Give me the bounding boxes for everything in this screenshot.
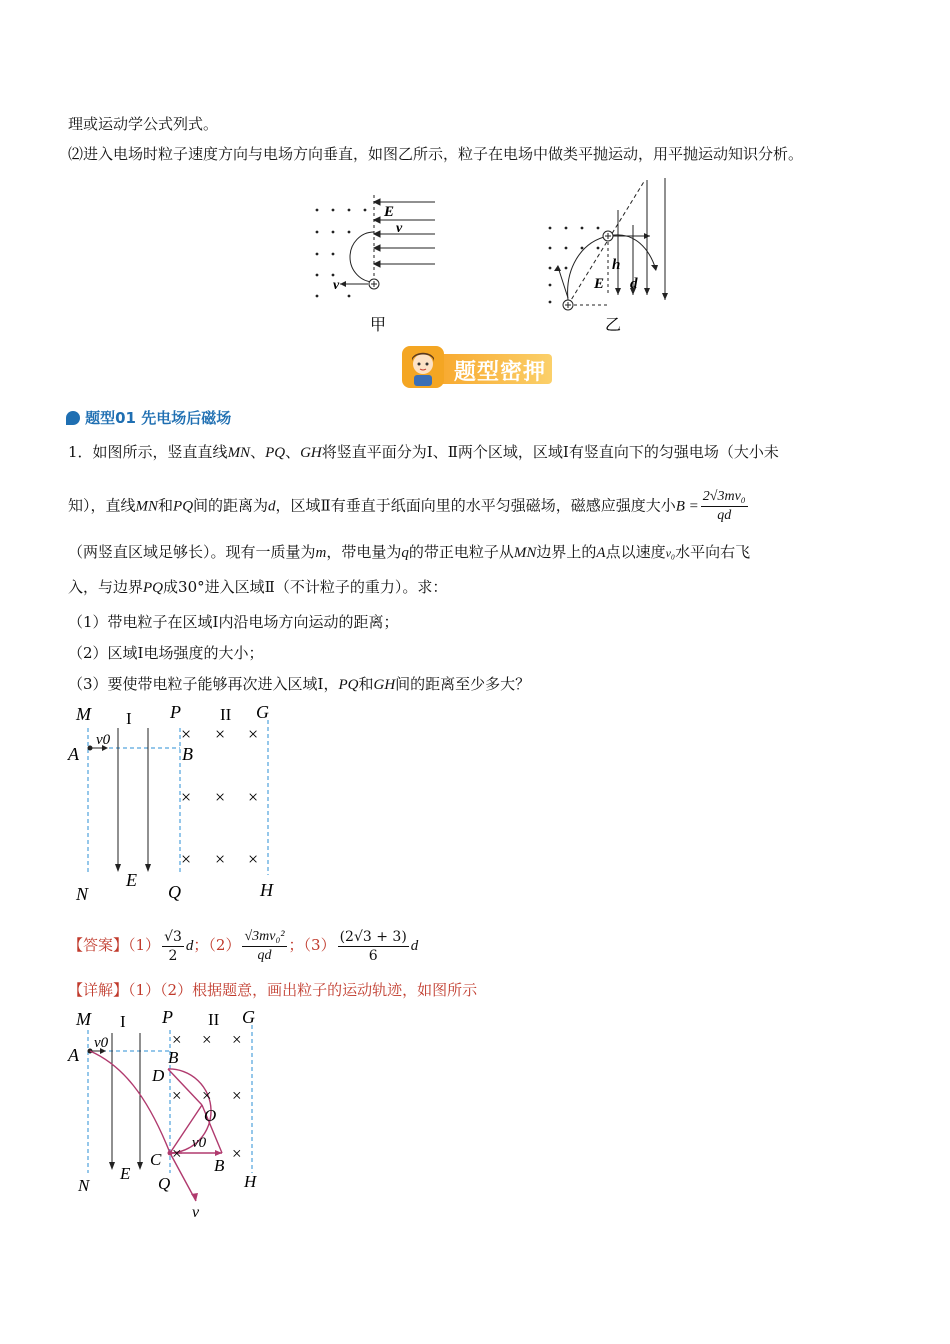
- problem-text: ，带电量为: [326, 543, 402, 561]
- explain-text: （1）（2）根据题意，画出粒子的运动轨迹，如图所示: [128, 981, 478, 999]
- sol-label-E: E: [120, 1164, 131, 1183]
- sol-label-region-I: I: [120, 1012, 126, 1031]
- magnetic-field-cross: ×: [172, 1144, 182, 1163]
- sol-label-G: G: [242, 1007, 255, 1027]
- label-h: h: [612, 257, 621, 273]
- sol-label-D: D: [152, 1066, 165, 1085]
- answer-part-2: （2）: [208, 936, 241, 954]
- magnetic-field-cross: ×: [215, 849, 226, 869]
- label-A: A: [68, 744, 79, 764]
- problem-text: 如图所示，竖直直线: [92, 443, 228, 461]
- magnetic-field-cross: ×: [215, 724, 226, 744]
- problem-line-3: [68, 541, 750, 564]
- label-H: H: [260, 880, 273, 900]
- problem-number: 1．: [68, 443, 93, 461]
- problem-text: 成: [163, 578, 179, 596]
- sol-label-P: P: [162, 1007, 173, 1027]
- magnetic-field-cross: ×: [202, 1086, 212, 1105]
- problem-text: 边界上的: [536, 543, 597, 561]
- magnetic-field-cross: ×: [202, 1030, 212, 1049]
- fraction-numerator: (2√3 + 3): [339, 928, 407, 945]
- problem-text: 间的距离为: [193, 496, 269, 515]
- magnetic-field-cross: ×: [248, 849, 259, 869]
- label-v-left: v: [333, 278, 340, 293]
- problem-text: 进入区域Ⅱ（不计粒子的重力）。求：: [204, 578, 448, 596]
- magnetic-field-cross: ×: [248, 787, 259, 807]
- problem-text: 和: [358, 675, 374, 693]
- section-heading: [66, 407, 231, 428]
- magnetic-field-cross: ×: [248, 724, 259, 744]
- symbol-PQ: PQ: [338, 677, 359, 693]
- intro-line-2: ⑵进入电场时粒子速度方向与电场方向垂直，如图乙所示，粒子在电场中做类平抛运动，用平抛运动知识分析。: [68, 145, 804, 163]
- sol-label-O: O: [204, 1106, 217, 1125]
- sol-label-B-top: B: [168, 1048, 179, 1067]
- problem-text: （两竖直区域足够长）。现有一质量为: [68, 543, 316, 561]
- symbol-d: d: [268, 498, 276, 515]
- problem-line-1: [68, 441, 779, 464]
- symbol-MN: MN: [227, 445, 251, 461]
- sol-label-N: N: [78, 1176, 90, 1195]
- symbol-m: m: [315, 545, 327, 561]
- label-Q: Q: [168, 882, 181, 902]
- sol-label-M: M: [76, 1009, 91, 1029]
- badge-label: 题型密押: [454, 360, 547, 385]
- sol-label-v0: v0: [94, 1035, 109, 1051]
- problem-text: 入，与边界: [68, 578, 144, 596]
- sol-label-A: A: [68, 1045, 79, 1065]
- problem-text: 水平向右飞: [675, 543, 751, 561]
- caption-jia: 甲: [370, 317, 387, 334]
- symbol-A: A: [596, 545, 606, 561]
- answer-part-1: （1）: [128, 936, 161, 954]
- symbol-PQ: PQ: [143, 580, 164, 596]
- separator: 、: [250, 443, 266, 461]
- sol-label-region-II: II: [208, 1010, 220, 1029]
- sol-label-Q: Q: [158, 1174, 171, 1193]
- problem-text: （3）要使带电粒子能够再次进入区域Ⅰ，: [68, 675, 339, 693]
- symbol-v0: v₀: [665, 546, 676, 560]
- caption-yi: 乙: [605, 317, 622, 334]
- magnetic-field-cross: ×: [232, 1030, 242, 1049]
- question-2: （2）区域Ⅰ电场强度的大小；: [68, 644, 264, 662]
- equation-B-lhs: B =: [675, 498, 699, 515]
- problem-text: 的带正电粒子从: [408, 543, 514, 561]
- symbol-PQ: PQ: [265, 445, 286, 461]
- separator: ；: [288, 936, 304, 954]
- label-B: B: [182, 744, 193, 764]
- magnetic-field-cross: ×: [232, 1144, 242, 1163]
- sol-label-v: v: [192, 1204, 200, 1220]
- section-title: 题型01 先电场后磁场: [85, 409, 232, 427]
- sol-label-v0-at-C: v0: [192, 1135, 207, 1151]
- magnetic-field-cross: ×: [172, 1030, 182, 1049]
- fraction-denominator: 6: [368, 947, 378, 964]
- fraction-numerator: √3: [164, 928, 182, 945]
- problem-text: 间的距离至少多大？: [395, 675, 531, 693]
- question-3: [68, 673, 530, 696]
- fraction-numerator: √3mv₀²: [242, 928, 286, 947]
- sol-label-B-bottom: B: [214, 1156, 225, 1175]
- magnetic-field-cross: ×: [232, 1086, 242, 1105]
- angle-30: 30°: [178, 578, 205, 596]
- answer-line: [68, 925, 418, 966]
- problem-line-4: [68, 576, 447, 599]
- label-v-right: v: [396, 221, 403, 236]
- problem-figure: [62, 700, 292, 908]
- problem-text: 点以速度: [605, 543, 666, 561]
- label-region-II: II: [220, 705, 232, 724]
- problem-text: ，区域Ⅱ有垂直于纸面向里的水平匀强磁场，磁感应强度大小: [275, 496, 676, 515]
- magnetic-field-cross: ×: [181, 787, 192, 807]
- symbol-MN: MN: [513, 545, 537, 561]
- symbol-d: d: [185, 938, 194, 954]
- symbol-MN: MN: [135, 498, 159, 515]
- label-M: M: [76, 704, 91, 724]
- label-P: P: [170, 702, 181, 722]
- sol-label-H: H: [244, 1172, 257, 1191]
- problem-line-2: [68, 488, 750, 525]
- magnetic-field-cross: ×: [215, 787, 226, 807]
- figure-jia: [316, 195, 435, 334]
- label-v0: v0: [96, 732, 111, 748]
- problem-text: 将竖直平面分为Ⅰ、Ⅱ两个区域，区域Ⅰ有竖直向下的匀强电场（大小未: [321, 443, 779, 461]
- figure-jia-yi: [300, 170, 700, 340]
- question-1: （1）带电粒子在区域Ⅰ内沿电场方向运动的距离；: [68, 613, 399, 631]
- label-E-yi: E: [594, 276, 605, 292]
- label-E: E: [126, 870, 137, 890]
- magnetic-field-cross: ×: [181, 724, 192, 744]
- magnetic-field-cross: ×: [172, 1086, 182, 1105]
- label-N: N: [76, 884, 89, 904]
- figure-yi: [549, 178, 668, 334]
- solution-figure: [62, 1005, 292, 1220]
- separator: ；: [193, 936, 209, 954]
- fraction-denominator: qd: [257, 947, 272, 963]
- label-E-jia: E: [384, 204, 395, 220]
- problem-text: 和: [158, 496, 174, 515]
- sol-label-C: C: [150, 1150, 162, 1169]
- label-G: G: [256, 702, 269, 722]
- magnetic-field-cross: ×: [181, 849, 192, 869]
- explain-line: [68, 979, 477, 1001]
- symbol-q: q: [401, 545, 409, 561]
- label-d: d: [630, 276, 638, 292]
- answer-2-fraction: [242, 928, 286, 965]
- label-region-I: I: [126, 709, 132, 728]
- fraction-B: [701, 488, 748, 525]
- answer-tag: 【答案】: [68, 936, 129, 954]
- symbol-PQ: PQ: [173, 498, 194, 515]
- symbol-d: d: [410, 938, 419, 954]
- fraction-denominator: 2: [168, 947, 178, 964]
- fraction-denominator: qd: [717, 508, 732, 523]
- symbol-GH: GH: [373, 677, 396, 693]
- explain-tag: 【详解】: [68, 981, 129, 999]
- answer-1-fraction: [162, 928, 184, 965]
- answer-3-fraction: [338, 928, 409, 965]
- teacher-avatar-icon: [402, 346, 444, 388]
- symbol-GH: GH: [300, 445, 322, 461]
- pin-icon: [66, 411, 80, 425]
- answer-part-3: （3）: [303, 936, 336, 954]
- fraction-numerator: 2√3mv₀: [701, 488, 748, 507]
- problem-text: 知），直线: [68, 496, 136, 515]
- intro-line-1: 理或运动学公式列式。: [68, 115, 219, 133]
- section-badge: [402, 346, 552, 388]
- separator: 、: [285, 443, 301, 461]
